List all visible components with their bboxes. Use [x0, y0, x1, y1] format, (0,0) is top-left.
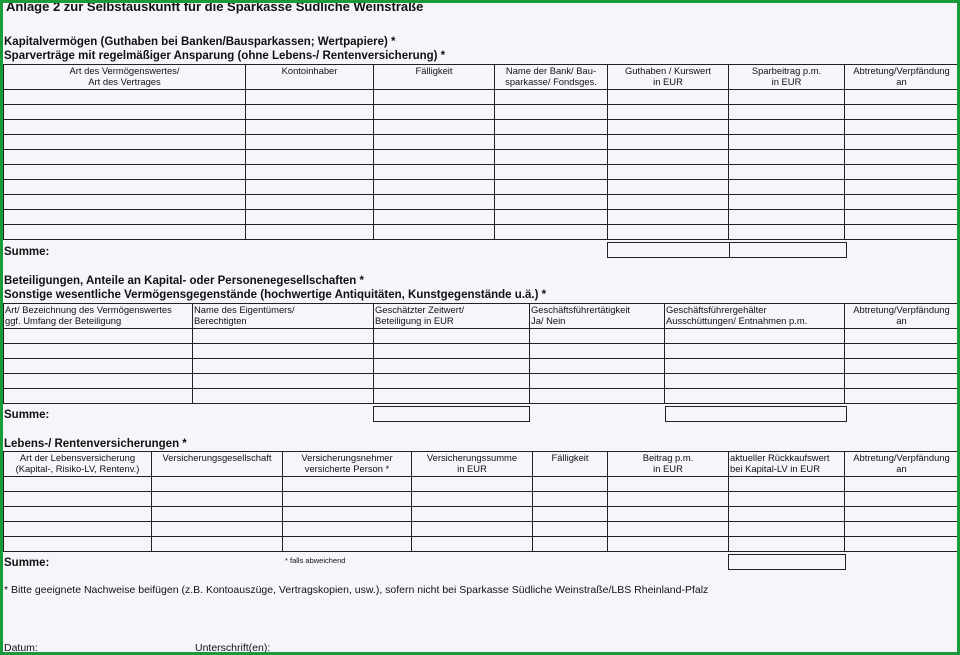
table-row[interactable]	[4, 522, 959, 537]
section3-sum-cells	[607, 554, 846, 570]
table-row[interactable]	[4, 210, 959, 225]
section2-heading2: Sonstige wesentliche Vermögensgegenstände (hochwertige Antiquitäten, Kunstgegenstände u.ä.) *	[4, 289, 547, 301]
table-row[interactable]	[4, 165, 959, 180]
section2-heading1: Beteiligungen, Anteile an Kapital- oder Personenegesellschaften *	[4, 275, 364, 287]
col-header: Abtretung/Verpfändung an	[845, 452, 959, 477]
table-row[interactable]	[4, 477, 959, 492]
col-header: Geschätzter Zeitwert/ Beteiligung in EUR	[374, 304, 530, 329]
table-row[interactable]	[4, 120, 959, 135]
col-header: Versicherungsnehmer versicherte Person *	[283, 452, 412, 477]
footnote: * Bitte geeignete Nachweise beifügen (z.B. Kontoauszüge, Vertragskopien, usw.), sofern nicht bei Sparkasse Südliche Weinstraße/LBS Rheinland-Pfalz	[4, 584, 709, 596]
page-title: Anlage 2 zur Selbstauskunft für die Sparkasse Südliche Weinstraße	[6, 0, 424, 14]
table-header-row	[4, 452, 959, 477]
table-row[interactable]	[4, 537, 959, 552]
sum-guthaben[interactable]	[608, 243, 730, 258]
col-header: Art des Vermögenswertes/ Art des Vertrages	[4, 65, 246, 90]
table-row[interactable]	[4, 180, 959, 195]
table-row[interactable]	[4, 389, 959, 404]
sum-rueckkaufswert[interactable]	[729, 555, 846, 570]
table-row[interactable]	[4, 90, 959, 105]
col-header: Sparbeitrag p.m. in EUR	[729, 65, 845, 90]
unterschrift-label: Unterschrift(en):	[195, 642, 271, 654]
savings-table	[3, 64, 959, 240]
section2-sum-cells	[373, 406, 847, 422]
col-header: Geschäftsführertätigkeit Ja/ Nein	[530, 304, 665, 329]
table-row[interactable]	[4, 507, 959, 522]
col-header: Name des Eigentümers/ Berechtigten	[193, 304, 374, 329]
table-header-row	[4, 65, 959, 90]
col-header: Versicherungssumme in EUR	[412, 452, 533, 477]
col-header: Fälligkeit	[374, 65, 495, 90]
section3-summe-label: Summe:	[4, 557, 50, 569]
col-header: Kontoinhaber	[246, 65, 374, 90]
section3-heading1: Lebens-/ Rentenversicherungen *	[4, 438, 187, 450]
table-row[interactable]	[4, 359, 959, 374]
col-header: Beitrag p.m. in EUR	[608, 452, 729, 477]
section2-summe-label: Summe:	[4, 409, 50, 421]
col-header: Art der Lebensversicherung (Kapital-, Risiko-LV, Rentenv.)	[4, 452, 152, 477]
section1-heading1: Kapitalvermögen (Guthaben bei Banken/Bausparkassen; Wertpapiere) *	[4, 36, 396, 48]
col-header: Versicherungsgesellschaft	[152, 452, 283, 477]
col-header: Guthaben / Kurswert in EUR	[608, 65, 729, 90]
table-row[interactable]	[4, 329, 959, 344]
col-header: aktueller Rückkaufswert bei Kapital-LV in EUR	[729, 452, 845, 477]
table-row[interactable]	[4, 195, 959, 210]
table-row[interactable]	[4, 374, 959, 389]
datum-label: Datum:	[4, 642, 38, 654]
table-row[interactable]	[4, 492, 959, 507]
table-row[interactable]	[4, 344, 959, 359]
sum-sparbeitrag[interactable]	[730, 243, 847, 258]
table-row[interactable]	[4, 105, 959, 120]
col-header: Abtretung/Verpfändung an	[845, 65, 959, 90]
table-row[interactable]	[4, 150, 959, 165]
col-header: Abtretung/Verpfändung an	[845, 304, 959, 329]
falls-abweichend-note: * falls abweichend	[285, 556, 346, 565]
holdings-table	[3, 303, 959, 404]
section1-summe-label: Summe:	[4, 246, 50, 258]
sum-zeitwert[interactable]	[374, 407, 530, 422]
table-row[interactable]	[4, 135, 959, 150]
insurance-table	[3, 451, 959, 552]
section1-sum-cells	[607, 242, 847, 258]
table-row[interactable]	[4, 225, 959, 240]
col-header: Name der Bank/ Bau- sparkasse/ Fondsges.	[495, 65, 608, 90]
sum-gehaelter[interactable]	[666, 407, 847, 422]
col-header: Art/ Bezeichnung des Vermögenswertes ggf. Umfang der Beteiligung	[4, 304, 193, 329]
col-header: Fälligkeit	[533, 452, 608, 477]
col-header: Geschäftsführergehälter Ausschüttungen/ Entnahmen p.m.	[665, 304, 845, 329]
section1-heading2: Sparverträge mit regelmäßiger Ansparung (ohne Lebens-/ Rentenversicherung) *	[4, 50, 446, 62]
table-header-row	[4, 304, 959, 329]
